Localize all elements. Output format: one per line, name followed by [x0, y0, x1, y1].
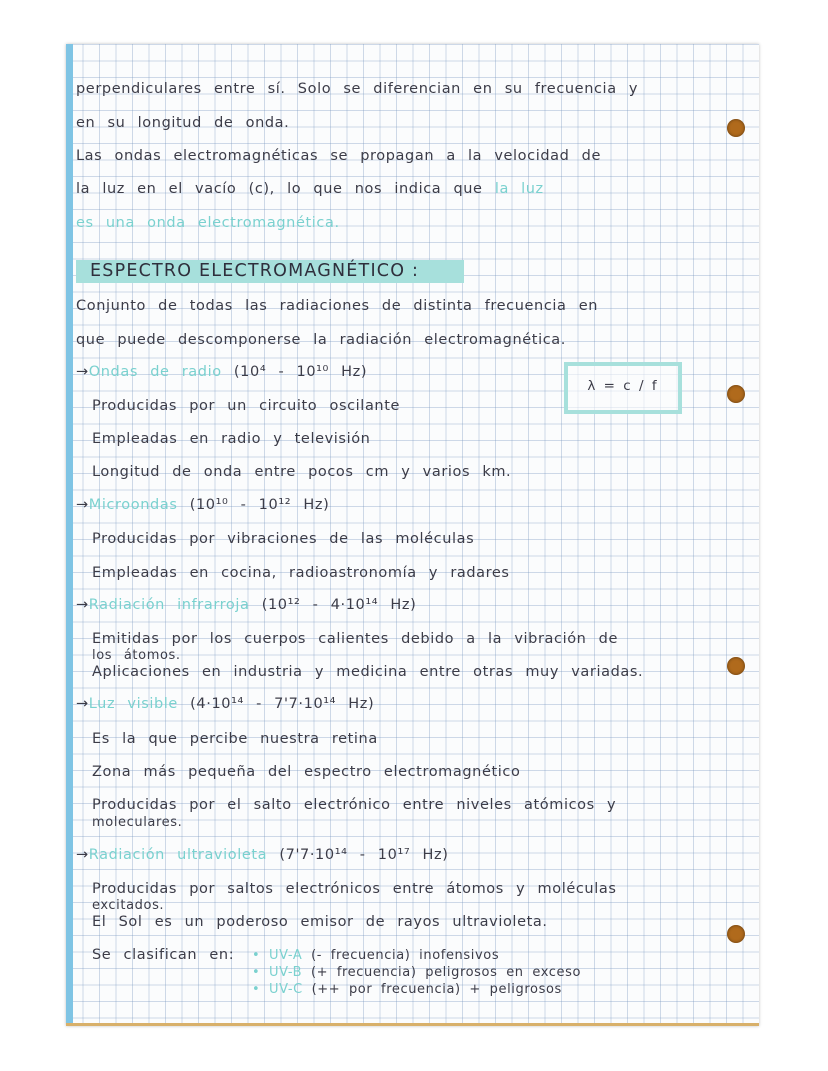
uv-classify-label: Se clasifican en: — [92, 947, 235, 963]
uv-type-c — [252, 981, 562, 999]
formula-box — [564, 362, 682, 414]
infrared-range: (10¹² - 4·10¹⁴ Hz) — [261, 597, 417, 613]
intro-line-1: perpendiculares entre sí. Solo se diferencian en su frecuencia y — [76, 81, 639, 97]
formula-text: λ = c / f — [587, 378, 659, 394]
margin-line — [66, 44, 73, 1026]
ultraviolet-range: (7'7·10¹⁴ - 10¹⁷ Hz) — [279, 847, 449, 863]
visible-line-2: Zona más pequeña del espectro electromagnético — [92, 764, 521, 780]
ultraviolet-heading — [76, 846, 448, 864]
visible-line-3: Producidas por el salto electrónico entre niveles atómicos y — [92, 797, 617, 813]
microwaves-line-1: Producidas por vibraciones de las moléculas — [92, 531, 475, 547]
ultraviolet-line-1: Producidas por saltos electrónicos entre átomos y moléculas — [92, 881, 617, 897]
uv-type-b-name: • UV-B — [252, 965, 303, 980]
visible-heading — [76, 695, 374, 713]
microwaves-heading — [76, 496, 329, 514]
binder-hole-icon — [727, 657, 745, 675]
infrared-heading — [76, 596, 416, 614]
ultraviolet-name: Radiación ultravioleta — [88, 847, 268, 863]
radio-name: Ondas de radio — [88, 364, 222, 380]
ultraviolet-line-3: El Sol es un poderoso emisor de rayos ultravioleta. — [92, 914, 548, 930]
intro-highlight-light: la luz — [494, 181, 544, 197]
uv-type-c-desc: (++ por frecuencia) + peligrosos — [311, 982, 562, 997]
arrow-icon: → — [76, 364, 89, 380]
visible-name: Luz visible — [88, 696, 178, 712]
uv-type-b-desc: (+ frecuencia) peligrosos en exceso — [310, 965, 582, 980]
radio-heading — [76, 363, 367, 381]
intro-line-3: Las ondas electromagnéticas se propagan a la velocidad de — [76, 148, 601, 164]
infrared-name: Radiación infrarroja — [88, 597, 250, 613]
uv-type-a — [252, 947, 499, 965]
radio-line-3: Longitud de onda entre pocos cm y varios km. — [92, 464, 512, 480]
infrared-line-2: los átomos. — [92, 648, 181, 663]
page-bottom-edge — [66, 1023, 759, 1026]
binder-hole-icon — [727, 925, 745, 943]
definition-line-1: Conjunto de todas las radiaciones de distinta frecuencia en — [76, 298, 599, 314]
binder-hole-icon — [727, 119, 745, 137]
microwaves-name: Microondas — [88, 497, 178, 513]
radio-line-2: Empleadas en radio y televisión — [92, 431, 371, 447]
visible-range: (4·10¹⁴ - 7'7·10¹⁴ Hz) — [190, 696, 375, 712]
visible-line-1: Es la que percibe nuestra retina — [92, 731, 378, 747]
uv-type-c-name: • UV-C — [252, 982, 303, 997]
binder-hole-icon — [727, 385, 745, 403]
arrow-icon: → — [76, 497, 89, 513]
microwaves-range: (10¹⁰ - 10¹² Hz) — [189, 497, 330, 513]
intro-line-4-text: la luz en el vacío (c), lo que nos indica que — [76, 181, 483, 197]
radio-line-1: Producidas por un circuito oscilante — [92, 398, 401, 414]
infrared-line-1: Emitidas por los cuerpos calientes debido a la vibración de — [92, 631, 618, 647]
arrow-icon: → — [76, 597, 89, 613]
section-title-highlight — [76, 260, 464, 283]
intro-line-4 — [76, 180, 544, 198]
microwaves-line-2: Empleadas en cocina, radioastronomía y radares — [92, 565, 510, 581]
infrared-line-3: Aplicaciones en industria y medicina entre otras muy variadas. — [92, 664, 644, 680]
arrow-icon: → — [76, 696, 89, 712]
ultraviolet-line-2: excitados. — [92, 898, 165, 913]
uv-type-a-desc: (- frecuencia) inofensivos — [311, 948, 500, 963]
radio-range: (10⁴ - 10¹⁰ Hz) — [233, 364, 368, 380]
arrow-icon: → — [76, 847, 89, 863]
section-title: ESPECTRO ELECTROMAGNÉTICO : — [90, 261, 420, 281]
intro-line-2: en su longitud de onda. — [76, 115, 290, 131]
notebook-page — [66, 44, 759, 1026]
visible-line-4: moleculares. — [92, 815, 183, 830]
uv-type-a-name: • UV-A — [252, 948, 303, 963]
uv-type-b — [252, 964, 581, 982]
intro-line-5: es una onda electromagnética. — [76, 215, 340, 231]
definition-line-2: que puede descomponerse la radiación electromagnética. — [76, 332, 566, 348]
